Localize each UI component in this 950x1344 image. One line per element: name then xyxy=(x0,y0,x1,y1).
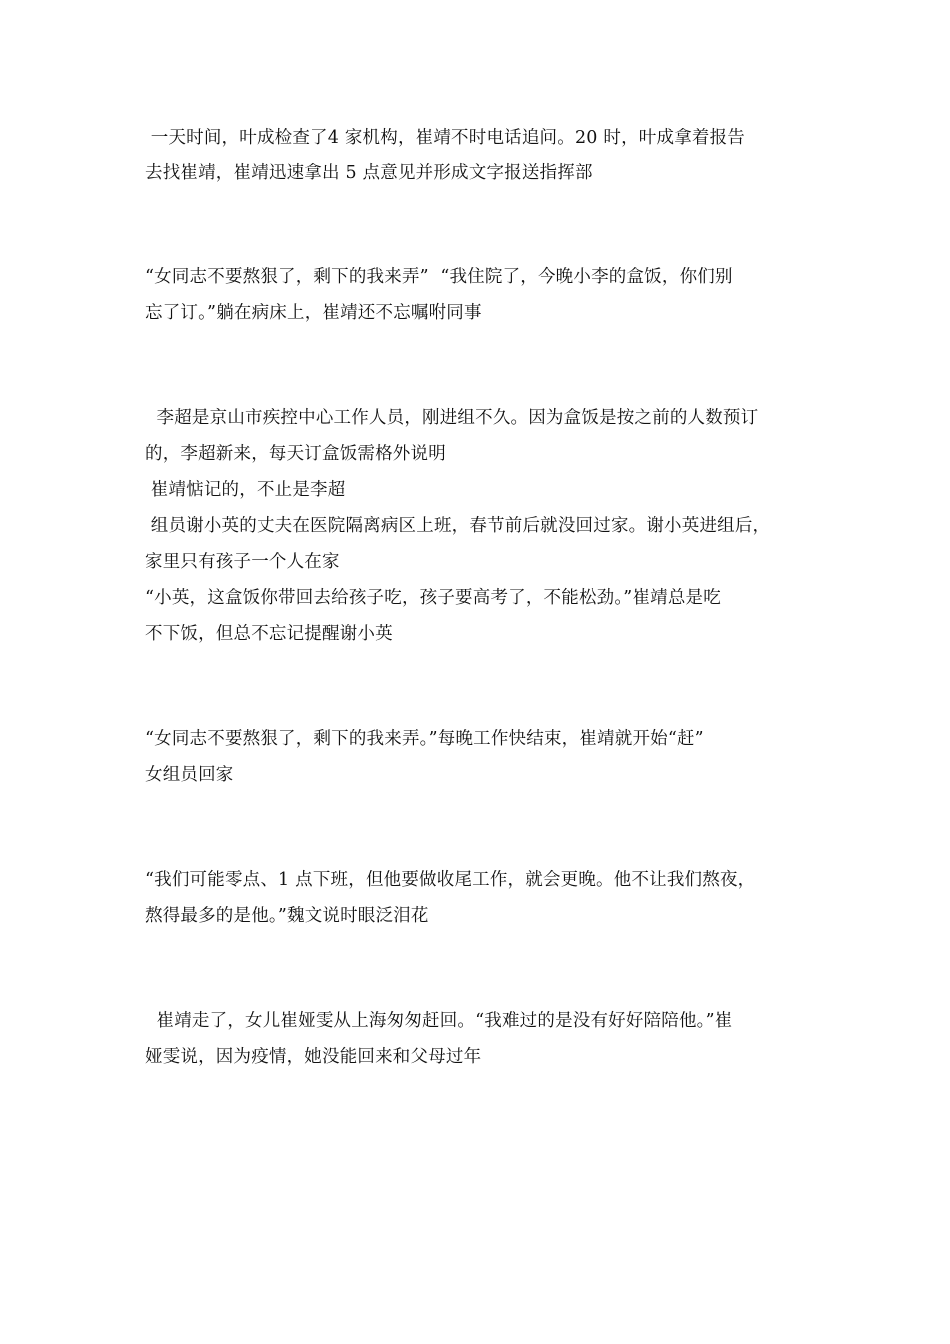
paragraph-3-line-4: 组员谢小英的丈夫在医院隔离病区上班，春节前后就没回过家。谢小英进组后， xyxy=(145,516,771,536)
paragraph-3-line-5: 家里只有孩子一个人在家 xyxy=(145,552,340,572)
paragraph-5-line-2: 熬得最多的是他。”魏文说时眼泛泪花 xyxy=(145,906,429,926)
paragraph-4-line-1: “女同志不要熬狠了，剩下的我来弄。”每晚工作快结束，崔靖就开始“赶” xyxy=(145,729,704,749)
paragraph-1-line-1: 一天时间，叶成检查了4 家机构，崔靖不时电话追问。20 时，叶成拿着报告 xyxy=(145,128,745,148)
paragraph-3-line-2: 的，李超新来，每天订盒饭需格外说明 xyxy=(145,444,446,464)
paragraph-3-line-6: “小英，这盒饭你带回去给孩子吃，孩子要高考了，不能松劲。”崔靖总是吃 xyxy=(145,588,721,608)
paragraph-6-line-2: 娅雯说，因为疫情，她没能回来和父母过年 xyxy=(145,1047,482,1067)
paragraph-3-line-3: 崔靖惦记的，不止是李超 xyxy=(145,480,346,500)
paragraph-3-line-7: 不下饭，但总不忘记提醒谢小英 xyxy=(145,624,393,644)
paragraph-1-line-2: 去找崔靖，崔靖迅速拿出 5 点意见并形成文字报送指挥部 xyxy=(145,163,593,183)
paragraph-2-line-1: “女同志不要熬狠了，剩下的我来弄” “我住院了，今晚小李的盒饭，你们别 xyxy=(145,267,733,287)
paragraph-6-line-1: 崔靖走了，女儿崔娅雯从上海匆匆赶回。“我难过的是没有好好陪陪他。”崔 xyxy=(145,1011,733,1031)
paragraph-3-line-1: 李超是京山市疾控中心工作人员，刚进组不久。因为盒饭是按之前的人数预订 xyxy=(145,408,759,428)
paragraph-2-line-2: 忘了订。”躺在病床上，崔靖还不忘嘱咐同事 xyxy=(145,303,482,323)
paragraph-4-line-2: 女组员回家 xyxy=(145,765,234,785)
paragraph-5-line-1: “我们可能零点、1 点下班，但他要做收尾工作，就会更晚。他不让我们熬夜， xyxy=(145,870,756,890)
